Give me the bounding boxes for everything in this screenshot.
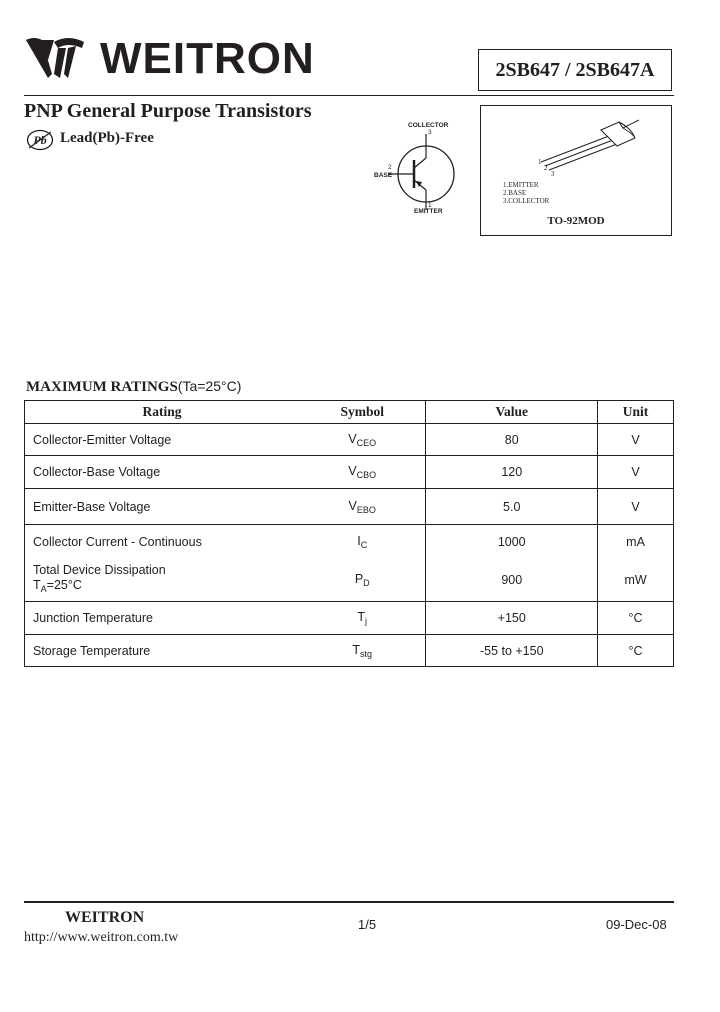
header-symbol: Symbol <box>299 401 426 424</box>
section-condition: (Ta=25°C) <box>177 378 242 394</box>
weitron-logo-icon <box>24 34 86 82</box>
table-row <box>25 525 674 559</box>
table-row <box>25 635 674 667</box>
table-row <box>25 456 674 489</box>
rating-cell: Collector Current - Continuous <box>25 525 300 559</box>
header-value: Value <box>426 401 598 424</box>
footer-url[interactable]: http://www.weitron.com.tw <box>24 930 179 945</box>
section-title-text: MAXIMUM RATINGS <box>26 379 178 395</box>
symbol-cell: $V_{EBO}$ <box>299 489 426 525</box>
header-rating: Rating <box>25 401 300 424</box>
unit-cell: mA <box>598 525 674 559</box>
unit-cell: V <box>598 424 674 456</box>
emitter-label: EMITTER <box>414 208 443 215</box>
rating-cell: Total Device Dissipation $T_A=25^\circ C$ <box>25 559 300 602</box>
symbol-cell: $V_{CEO}$ <box>299 424 426 456</box>
value-cell: 80 <box>426 424 598 456</box>
symbol-cell: $T_j$ <box>299 602 426 635</box>
unit-cell: °C <box>598 602 674 635</box>
symbol-cell: $T_{stg}$ <box>299 635 426 667</box>
package-pin-2: 2 <box>544 164 548 172</box>
unit-cell: °C <box>598 635 674 667</box>
brand-name: WEITRON <box>100 34 315 83</box>
table-row <box>25 559 674 602</box>
collector-label: COLLECTOR <box>408 122 449 129</box>
rating-cell: Emitter-Base Voltage <box>25 489 300 525</box>
pin-list-item: 3.COLLECTOR <box>503 197 550 205</box>
base-pin-number: 2 <box>388 164 392 171</box>
pin-list-item: 2.BASE <box>503 189 527 197</box>
header-unit: Unit <box>598 401 674 424</box>
pin-list <box>503 181 549 205</box>
rating-cell: Storage Temperature <box>25 635 300 667</box>
base-label: BASE <box>374 172 393 179</box>
unit-cell: V <box>598 489 674 525</box>
unit-cell: mW <box>598 559 674 602</box>
part-number-box: 2SB647 / 2SB647A <box>478 49 672 91</box>
rating-cell: Collector-Emitter Voltage <box>25 424 300 456</box>
rating-cell: Junction Temperature <box>25 602 300 635</box>
lead-free-label: Lead(Pb)-Free <box>60 130 154 146</box>
symbol-cell: $V_{CBO}$ <box>299 456 426 489</box>
collector-pin-number: 3 <box>428 129 432 136</box>
header-divider <box>24 95 674 96</box>
value-cell: +150 <box>426 602 598 635</box>
package-name: TO-92MOD <box>547 215 605 227</box>
ratings-table <box>24 400 674 667</box>
value-cell: 5.0 <box>426 489 598 525</box>
value-cell: 900 <box>426 559 598 602</box>
table-header-row <box>25 401 674 424</box>
unit-cell: V <box>598 456 674 489</box>
footer-brand: WEITRON <box>65 909 145 926</box>
symbol-cell: $I_C$ <box>299 525 426 559</box>
table-row <box>25 424 674 456</box>
pin-list-item: 1.EMITTER <box>503 181 539 189</box>
package-pin-1: 1 <box>538 158 542 166</box>
page-title: PNP General Purpose Transistors <box>24 100 312 122</box>
lead-free-icon-text: Pb <box>33 133 47 147</box>
value-cell: 1000 <box>426 525 598 559</box>
lead-free-icon <box>26 129 54 151</box>
rating-cell: Collector-Base Voltage <box>25 456 300 489</box>
table-row <box>25 489 674 525</box>
footer-date: 09-Dec-08 <box>606 917 667 932</box>
transistor-schematic <box>370 118 470 224</box>
footer-divider <box>24 901 674 903</box>
page-number: 1/5 <box>358 917 377 932</box>
emitter-pin-number: 1 <box>428 202 432 209</box>
section-title <box>26 378 241 396</box>
symbol-cell: $P_D$ <box>299 559 426 602</box>
value-cell: -55 to +150 <box>426 635 598 667</box>
value-cell: 120 <box>426 456 598 489</box>
table-row <box>25 602 674 635</box>
package-pin-3: 3 <box>551 170 555 178</box>
